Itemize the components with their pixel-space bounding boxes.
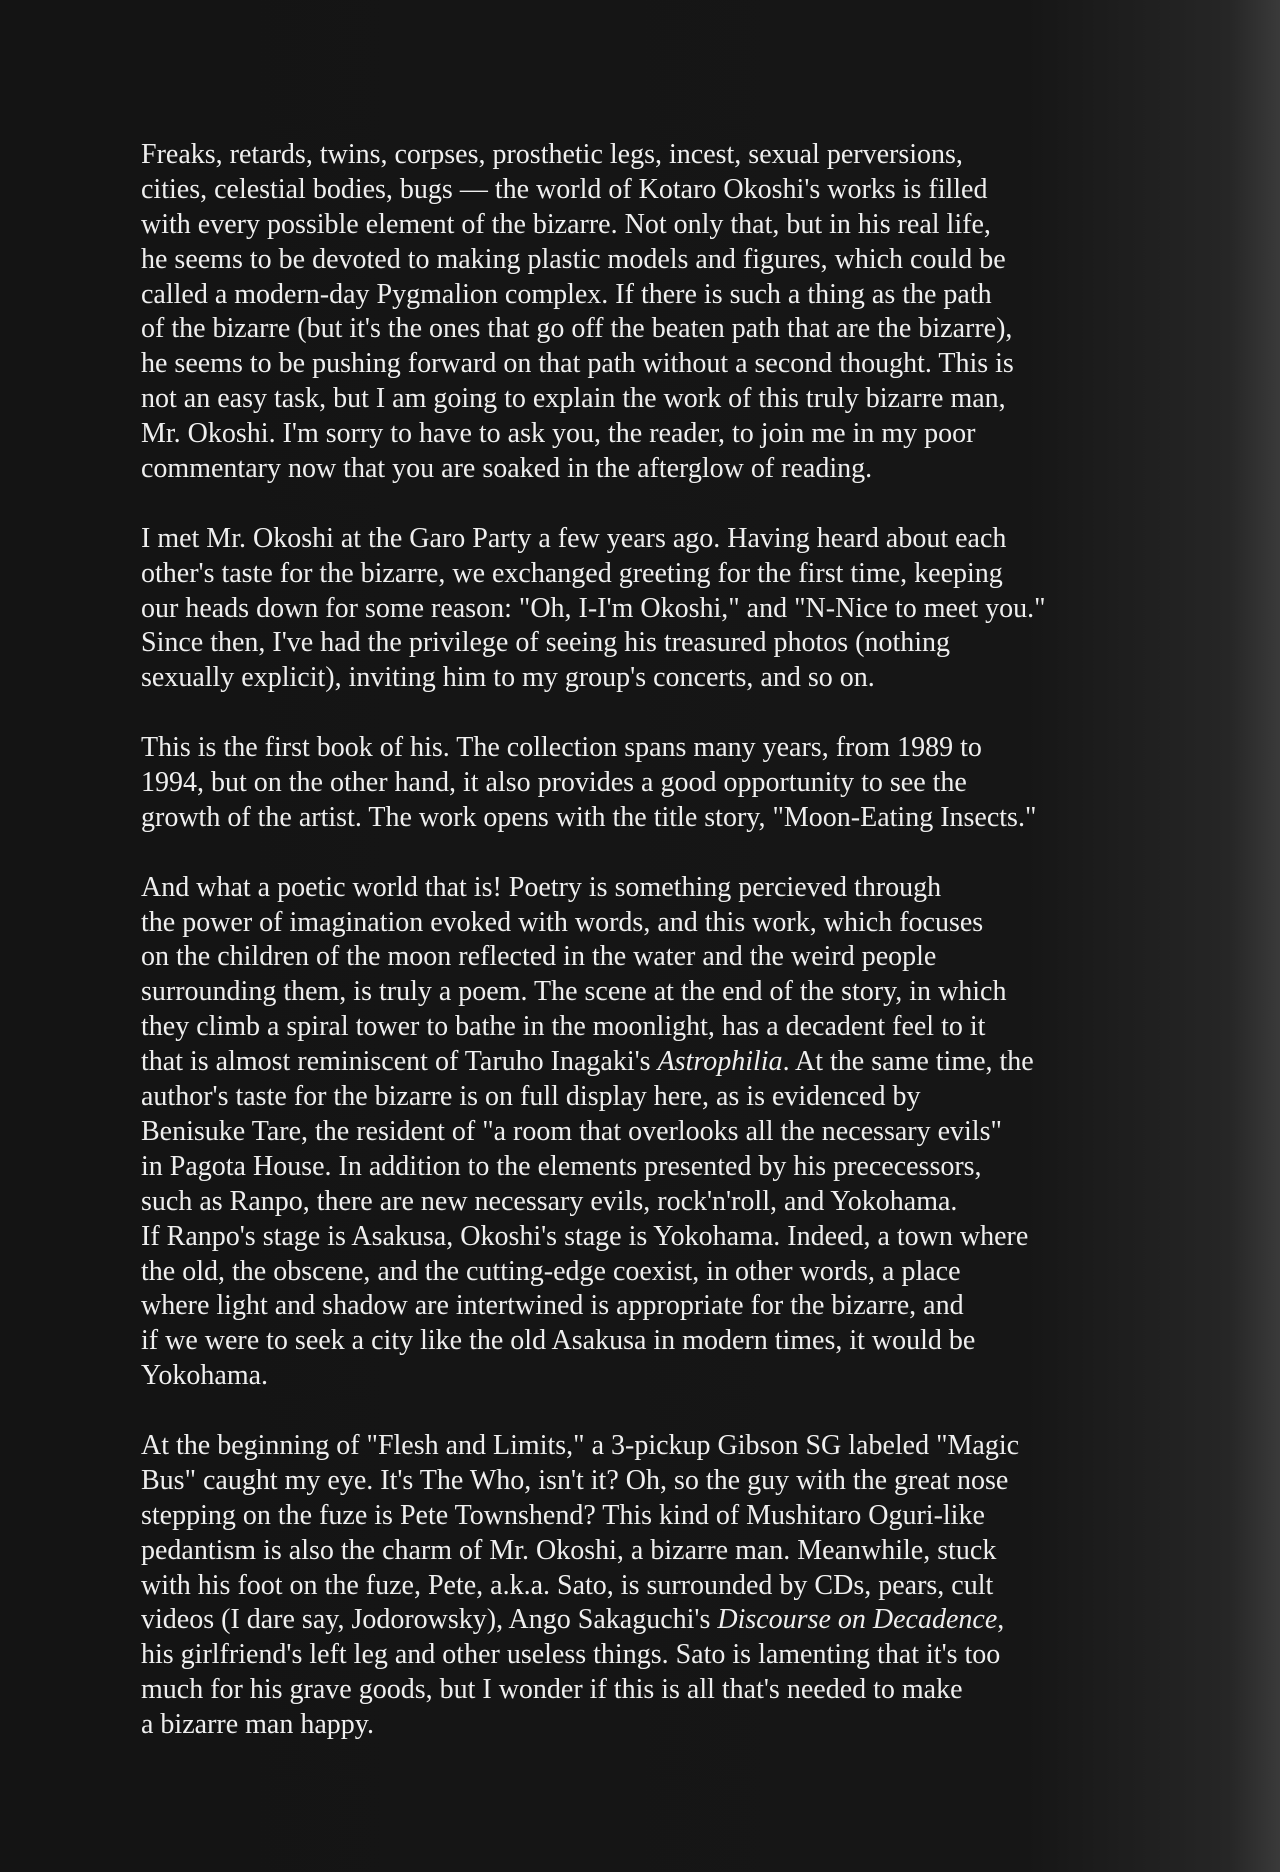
text-line — [141, 1010, 1251, 1045]
text-line — [141, 1603, 1251, 1638]
text-segment: not an easy task, but I am going to explain the work of this truly bizarre man, — [141, 383, 1006, 415]
text-line — [141, 1220, 1251, 1255]
text-segment: the power of imagination evoked with words, and this work, which focuses — [141, 906, 984, 938]
text-line — [141, 1499, 1251, 1534]
text-line — [141, 1045, 1251, 1080]
text-line — [141, 1638, 1251, 1673]
text-segment: other's taste for the bizarre, we exchanged greeting for the first time, keeping — [141, 557, 1003, 589]
text-segment: growth of the artist. The work opens with the title story, "Moon-Eating Insects." — [141, 801, 1037, 833]
text-line — [141, 1185, 1251, 1220]
text-segment: our heads down for some reason: "Oh, I-I'm Okoshi," and "N-Nice to meet you." — [141, 592, 1046, 624]
text-segment: he seems to be pushing forward on that path without a second thought. This is — [141, 348, 1014, 380]
document-body — [141, 138, 1251, 1778]
text-segment: At the beginning of "Flesh and Limits," a 3-pickup Gibson SG labeled "Magic — [141, 1429, 1020, 1461]
text-segment: 1994, but on the other hand, it also provides a good opportunity to see the — [141, 767, 967, 799]
paragraph — [141, 871, 1251, 1394]
text-line — [141, 592, 1251, 627]
paragraph — [141, 522, 1251, 696]
text-segment: in Pagota House. In addition to the elements presented by his prececessors, — [141, 1150, 982, 1182]
text-line — [141, 522, 1251, 557]
text-segment: videos (I dare say, Jodorowsky), Ango Sakaguchi's — [141, 1604, 718, 1636]
text-segment: of the bizarre (but it's the ones that go off the beaten path that are the bizarre), — [141, 313, 1013, 345]
text-segment: a bizarre man happy. — [141, 1709, 374, 1741]
text-line — [141, 1708, 1251, 1743]
text-line — [141, 312, 1251, 347]
text-segment: commentary now that you are soaked in the afterglow of reading. — [141, 453, 873, 485]
text-segment: if we were to seek a city like the old Asakusa in modern times, it would be — [141, 1325, 976, 1357]
text-segment: Bus" caught my eye. It's The Who, isn't it? Oh, so the guy with the great nose — [141, 1464, 1009, 1496]
text-segment: . At the same time, the — [782, 1046, 1034, 1078]
paragraph — [141, 1429, 1251, 1743]
text-segment: And what a poetic world that is! Poetry is something percieved through — [141, 871, 942, 903]
text-segment: stepping on the fuze is Pete Townshend? This kind of Mushitaro Oguri-like — [141, 1499, 985, 1531]
text-segment: , — [997, 1604, 1005, 1636]
text-line — [141, 871, 1251, 906]
text-segment: with his foot on the fuze, Pete, a.k.a. Sato, is surrounded by CDs, pears, cult — [141, 1569, 994, 1601]
text-segment: on the children of the moon reflected in the water and the weird people — [141, 941, 937, 973]
text-line — [141, 138, 1251, 173]
text-line — [141, 173, 1251, 208]
text-segment: the old, the obscene, and the cutting-edge coexist, in other words, a place — [141, 1255, 961, 1287]
text-line — [141, 1289, 1251, 1324]
text-segment: they climb a spiral tower to bathe in the moonlight, has a decadent feel to it — [141, 1011, 986, 1043]
text-segment: much for his grave goods, but I wonder if this is all that's needed to make — [141, 1674, 963, 1706]
text-line — [141, 1359, 1251, 1394]
text-line — [141, 906, 1251, 941]
text-line — [141, 626, 1251, 661]
text-segment: Freaks, retards, twins, corpses, prosthetic legs, incest, sexual perversions, — [141, 139, 963, 170]
text-segment: author's taste for the bizarre is on full display here, as is evidenced by — [141, 1081, 921, 1113]
text-segment: Yokohama. — [141, 1360, 269, 1392]
text-segment: sexually explicit), inviting him to my group's concerts, and so on. — [141, 662, 875, 694]
text-line — [141, 975, 1251, 1010]
text-line — [141, 731, 1251, 766]
text-segment: that is almost reminiscent of Taruho Inagaki's — [141, 1046, 658, 1078]
text-line — [141, 1115, 1251, 1150]
italic-title: Astrophilia — [657, 1046, 783, 1078]
paragraph — [141, 731, 1251, 836]
text-line — [141, 1569, 1251, 1604]
text-line — [141, 208, 1251, 243]
text-line — [141, 1324, 1251, 1359]
text-line — [141, 766, 1251, 801]
text-segment: surrounding them, is truly a poem. The scene at the end of the story, in which — [141, 976, 1007, 1008]
text-line — [141, 1429, 1251, 1464]
text-segment: If Ranpo's stage is Asakusa, Okoshi's stage is Yokohama. Indeed, a town where — [141, 1220, 1029, 1252]
text-segment: his girlfriend's left leg and other useless things. Sato is lamenting that it's too — [141, 1639, 1001, 1671]
text-segment: Benisuke Tare, the resident of "a room that overlooks all the necessary evils" — [141, 1115, 1002, 1147]
text-segment: where light and shadow are intertwined is appropriate for the bizarre, and — [141, 1290, 964, 1322]
text-line — [141, 557, 1251, 592]
text-segment: This is the first book of his. The collection spans many years, from 1989 to — [141, 732, 982, 764]
text-line — [141, 417, 1251, 452]
text-line — [141, 243, 1251, 278]
text-line — [141, 1464, 1251, 1499]
text-segment: Mr. Okoshi. I'm sorry to have to ask you, the reader, to join me in my poor — [141, 418, 976, 450]
text-segment: cities, celestial bodies, bugs — the world of Kotaro Okoshi's works is filled — [141, 173, 988, 205]
text-segment: Since then, I've had the privilege of seeing his treasured photos (nothing — [141, 627, 951, 659]
text-segment: he seems to be devoted to making plastic models and figures, which could be — [141, 243, 1006, 275]
text-line — [141, 1150, 1251, 1185]
text-line — [141, 1673, 1251, 1708]
paragraph — [141, 138, 1251, 487]
text-line — [141, 452, 1251, 487]
text-line — [141, 382, 1251, 417]
text-segment: with every possible element of the bizarre. Not only that, but in his real life, — [141, 208, 991, 240]
text-line — [141, 801, 1251, 836]
text-line — [141, 661, 1251, 696]
text-line — [141, 940, 1251, 975]
text-segment: such as Ranpo, there are new necessary evils, rock'n'roll, and Yokohama. — [141, 1185, 958, 1217]
text-line — [141, 347, 1251, 382]
text-segment: pedantism is also the charm of Mr. Okoshi, a bizarre man. Meanwhile, stuck — [141, 1534, 997, 1566]
italic-title: Discourse on Decadence — [717, 1604, 998, 1636]
text-segment: called a modern-day Pygmalion complex. If there is such a thing as the path — [141, 278, 992, 310]
text-line — [141, 278, 1251, 313]
text-line — [141, 1534, 1251, 1569]
text-line — [141, 1255, 1251, 1290]
text-line — [141, 1080, 1251, 1115]
text-segment: I met Mr. Okoshi at the Garo Party a few years ago. Having heard about each — [141, 522, 1007, 554]
